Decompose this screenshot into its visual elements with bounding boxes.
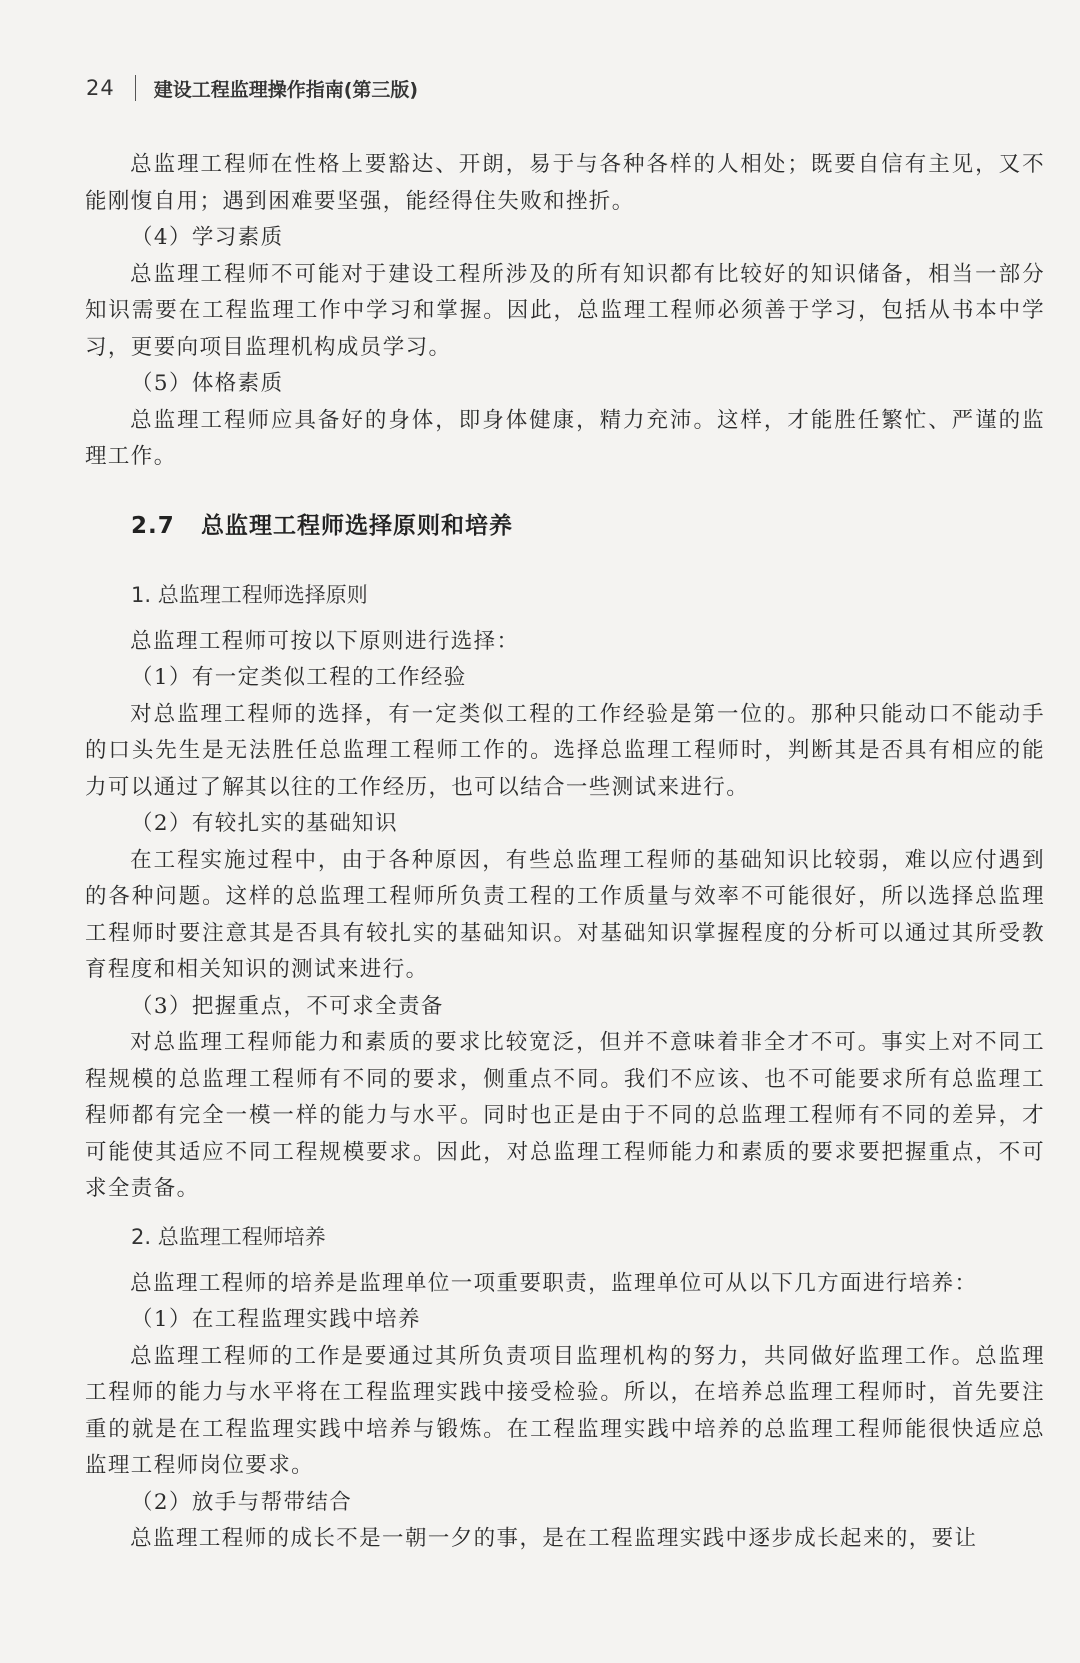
list-item-heading: （3）把握重点，不可求全责备 (131, 993, 444, 1019)
page-body (85, 147, 1045, 1558)
running-header (86, 72, 418, 104)
section-title: 总监理工程师选择原则和培养 (201, 512, 513, 539)
list-item-heading: （1）有一定类似工程的工作经验 (131, 665, 467, 690)
paragraph: 总监理工程师可按以下原则进行选择： (130, 628, 520, 654)
paragraph: 总监理工程师的培养是监理单位一项重要职责，监理单位可从以下几方面进行培养： (130, 1270, 978, 1296)
paragraph: 总监理工程师在性格上要豁达、开朗，易于与各种各样的人相处；既要自信有主见，又不能刚愎自用；遇到困难要坚强，能经得住失败和挫折。 (85, 152, 1045, 214)
list-item-heading: （5）体格素质 (131, 371, 284, 396)
paragraph: 总监理工程师的成长不是一朝一夕的事，是在工程监理实践中逐步成长起来的，要让 (130, 1526, 978, 1551)
list-item-heading: （4）学习素质 (131, 225, 284, 250)
page-number: 24 (86, 76, 115, 100)
subsection-heading: 1. 总监理工程师选择原则 (131, 582, 368, 607)
section-number: 2.7 (131, 512, 175, 539)
section-heading (131, 506, 1045, 546)
paragraph: 总监理工程师不可能对于建设工程所涉及的所有知识都有比较好的知识储备，相当一部分知识需要在工程监理工作中学习和掌握。因此，总监理工程师必须善于学习，包括从书本中学习，更要向项目监理机构成员学习。 (85, 261, 1045, 360)
header-divider (135, 75, 136, 101)
book-title: 建设工程监理操作指南(第三版) (153, 78, 419, 101)
subsection-heading: 2. 总监理工程师培养 (131, 1224, 326, 1249)
paragraph: 总监理工程师应具备好的身体，即身体健康，精力充沛。这样，才能胜任繁忙、严谨的监理工作。 (85, 407, 1045, 469)
paragraph: 对总监理工程师能力和素质的要求比较宽泛，但并不意味着非全才不可。事实上对不同工程规模的总监理工程师有不同的要求，侧重点不同。我们不应该、也不可能要求所有总监理工程师都有完全一模一样的能力与水平。同时也正是由于不同的总监理工程师有不同的差异，才可能使其适应不同工程规模要求。因此，对总监理工程师能力和素质的要求要把握重点，不可求全责备。 (85, 1030, 1045, 1201)
list-item-heading: （2）有较扎实的基础知识 (131, 811, 398, 836)
list-item-heading: （1）在工程监理实践中培养 (131, 1307, 421, 1332)
paragraph: 在工程实施过程中，由于各种原因，有些总监理工程师的基础知识比较弱，难以应付遇到的各种问题。这样的总监理工程师所负责工程的工作质量与效率不可能很好，所以选择总监理工程师时要注意其是否具有较扎实的基础知识。对基础知识掌握程度的分析可以通过其所受教育程度和相关知识的测试来进行。 (85, 847, 1045, 982)
paragraph: 总监理工程师的工作是要通过其所负责项目监理机构的努力，共同做好监理工作。总监理工程师的能力与水平将在工程监理实践中接受检验。所以，在培养总监理工程师时，首先要注重的就是在工程监理实践中培养与锻炼。在工程监理实践中培养的总监理工程师能很快适应总监理工程师岗位要求。 (85, 1343, 1045, 1478)
paragraph: 对总监理工程师的选择，有一定类似工程的工作经验是第一位的。那种只能动口不能动手的口头先生是无法胜任总监理工程师工作的。选择总监理工程师时，判断其是否具有相应的能力可以通过了解其以往的工作经历，也可以结合一些测试来进行。 (85, 701, 1045, 800)
list-item-heading: （2）放手与帮带结合 (131, 1489, 353, 1515)
